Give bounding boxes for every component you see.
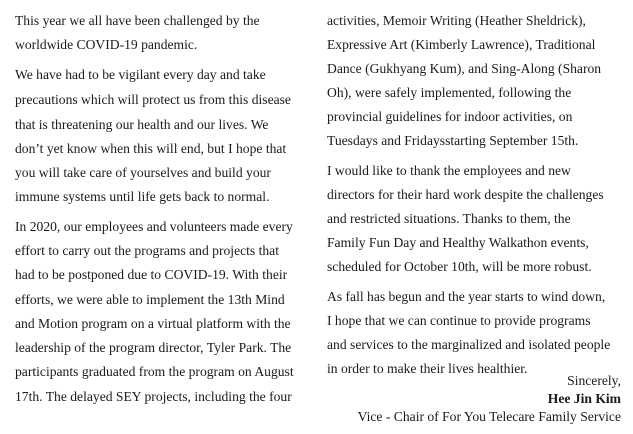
text-line: As fall has begun and the year starts to wind down, [327,289,606,304]
text-line: and services to the marginalized and isolated people [327,337,611,352]
text-line: provincial guidelines for indoor activities, on [327,109,573,124]
text-line: participants graduated from the program on August [15,364,294,379]
text-line: Dance (Gukhyang Kum), and Sing-Along (Sharon [327,61,602,76]
text-line: and restricted situations. Thanks to them, the [327,211,571,226]
text-line: Family Fun Day and Healthy Walkathon events, [327,235,589,250]
signature-closing: Sincerely, [567,373,621,388]
text-line: scheduled for October 10th, will be more robust. [327,259,592,274]
text-line: Expressive Art (Kimberly Lawrence), Traditional [327,37,596,52]
text-line: effort to carry out the programs and projects that [15,243,279,258]
text-line: Tuesdays and Fridaysstarting September 15th. [327,133,579,148]
text-line: activities, Memoir Writing (Heather Sheldrick), [327,13,586,28]
text-line: I would like to thank the employees and new [327,163,571,178]
text-line: worldwide COVID-19 pandemic. [15,37,198,52]
text-line: Oh), were safely implemented, following the [327,85,572,100]
text-line: in order to make their lives healthier. [327,361,528,376]
text-line: that is threatening our health and our lives. We [15,117,269,132]
text-line: We have had to be vigilant every day and take [15,67,266,82]
text-line: directors for their hard work despite the challenges [327,187,604,202]
text-line: leadership of the program director, Tyler Park. The [15,340,292,355]
text-line: and Motion program on a virtual platform with the [15,316,291,331]
signature-title: Vice - Chair of For You Telecare Family Service [357,409,621,424]
text-line: had to be postponed due to COVID-19. With their [15,267,288,282]
text-line: efforts, we were able to implement the 13th Mind [15,292,285,307]
text-line: In 2020, our employees and volunteers made every [15,219,293,234]
text-line: don’t yet know when this will end, but I hope that [15,141,287,156]
text-line: I hope that we can continue to provide programs [327,313,591,328]
text-line: This year we all have been challenged by the [15,13,260,28]
text-line: precautions which will protect us from this disease [15,92,291,107]
text-line: you will take care of yourselves and build your [15,165,271,180]
text-line: immune systems until life gets back to normal. [15,189,270,204]
text-line: 17th. The delayed SEY projects, including the four [15,389,292,404]
signature-name: Hee Jin Kim [547,391,621,406]
